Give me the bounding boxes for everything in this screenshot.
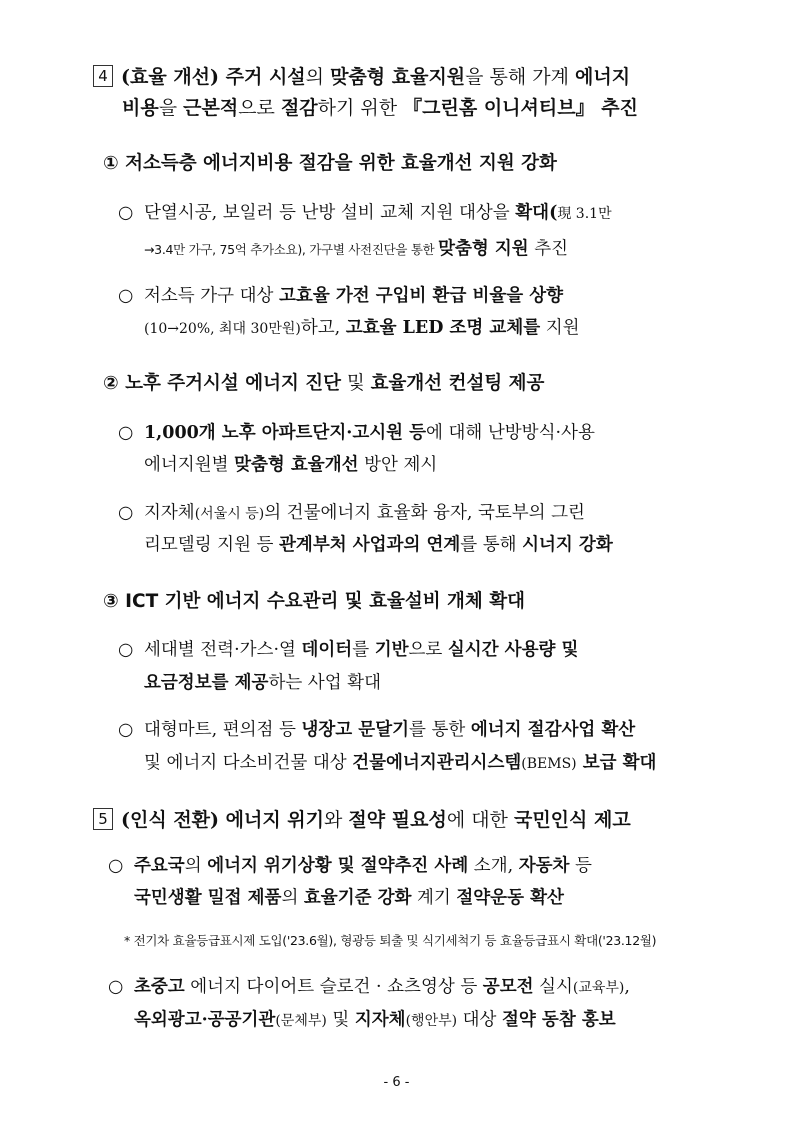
bullet-3-1-line-2: 요금정보를 제공하는 사업 확대	[144, 673, 381, 693]
section-5-heading: 5 (인식 전환) 에너지 위기와 절약 필요성에 대한 국민인식 제고	[93, 808, 631, 830]
bullet-2-2-line-1: ○ 지자체(서울시 등)의 건물에너지 효율화 융자, 국토부의 그린	[118, 503, 585, 523]
section-4-heading-line-1: 4 (효율 개선) 주거 시설의 맞춤형 효율지원을 통해 가계 에너지	[93, 65, 630, 87]
bullet-2-2-line-2: 리모델링 지원 등 관계부처 사업과의 연계를 통해 시너지 강화	[144, 535, 613, 555]
bullet-5-2-line-2: 옥외광고·공공기관(문체부) 및 지자체(행안부) 대상 절약 동참 홍보	[134, 1010, 616, 1030]
subheading-1: ① 저소득층 에너지비용 절감을 위한 효율개선 지원 강화	[103, 153, 557, 174]
page-number: - 6 -	[383, 1075, 410, 1090]
bullet-5-1-line-1: ○ 주요국의 에너지 위기상황 및 절약추진 사례 소개, 자동차 등	[108, 856, 592, 876]
subheading-2: ② 노후 주거시설 에너지 진단 및 효율개선 컨설팅 제공	[103, 373, 545, 394]
bullet-1-1-line-2: →3.4만 가구, 75억 추가소요), 가구별 사전진단을 통한 맞춤형 지원 추진	[144, 239, 569, 259]
bullet-3-2-line-2: 및 에너지 다소비건물 대상 건물에너지관리시스템(BEMS) 보급 확대	[144, 753, 657, 773]
subheading-3: ③ ICT 기반 에너지 수요관리 및 효율설비 개체 확대	[103, 591, 525, 612]
footnote: * 전기차 효율등급표시제 도입('23.6월), 형광등 퇴출 및 식기세척기 등 효율등급표시 확대('23.12월)	[124, 933, 657, 948]
bullet-3-1-line-1: ○ 세대별 전력·가스·열 데이터를 기반으로 실시간 사용량 및	[118, 640, 579, 660]
bullet-1-2-line-1: ○ 저소득 가구 대상 고효율 가전 구입비 환급 비율을 상향	[118, 286, 564, 306]
bullet-1-2-line-2: (10→20%, 최대 30만원)하고, 고효율 LED 조명 교체를 지원	[144, 318, 580, 338]
bullet-5-1-line-2: 국민생활 밀접 제품의 효율기준 강화 계기 절약운동 확산	[134, 888, 564, 908]
bullet-1-1-line-1: ○ 단열시공, 보일러 등 난방 설비 교체 지원 대상을 확대(現 3.1만	[118, 203, 612, 223]
bullet-2-1-line-1: ○ 1,000개 노후 아파트단지·고시원 등에 대해 난방방식·사용	[118, 423, 595, 443]
section-number-box: 4	[93, 65, 113, 87]
section-4-heading-line-2: 비용을 근본적으로 절감하기 위한 『그린홈 이니셔티브』 추진	[122, 97, 638, 119]
bullet-3-2-line-1: ○ 대형마트, 편의점 등 냉장고 문달기를 통한 에너지 절감사업 확산	[118, 720, 636, 740]
bullet-2-1-line-2: 에너지원별 맞춤형 효율개선 방안 제시	[144, 455, 438, 475]
bullet-5-2-line-1: ○ 초중고 에너지 다이어트 슬로건 · 쇼츠영상 등 공모전 실시(교육부),	[108, 977, 630, 997]
section-number-box: 5	[93, 808, 113, 830]
